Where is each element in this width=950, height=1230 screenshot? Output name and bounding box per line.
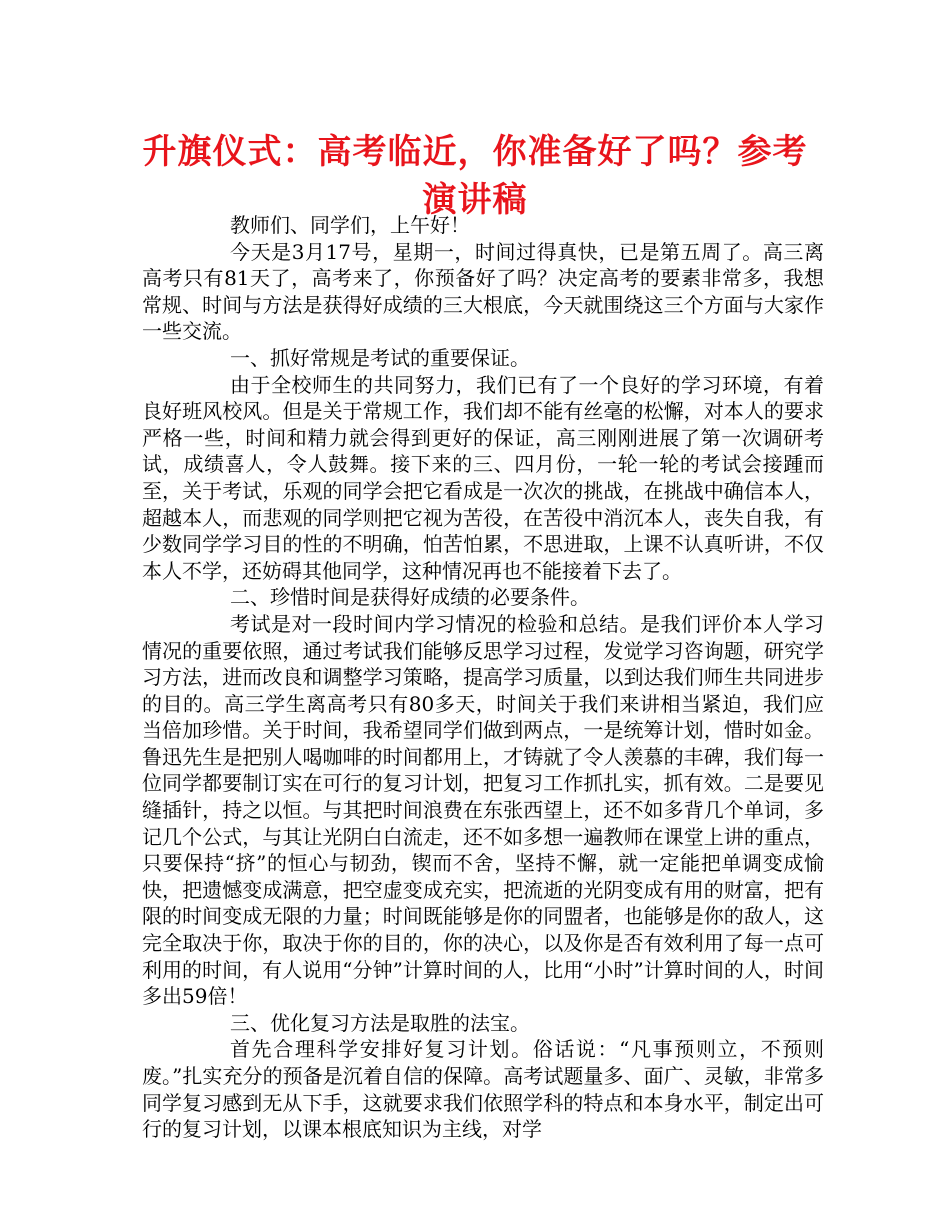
paragraph-greeting: 教师们、同学们，上午好！ bbox=[230, 213, 470, 237]
paragraph-section-1: 由于全校师生的共同努力，我们已有了一个良好的学习环境，有着良好班风校风。但是关于常规工作，我们却不能有丝毫的松懈，对本人的要求严格一些，时间和精力就会得到更好的保证，高三刚刚进展了第一次调研考试，成绩喜人，令人鼓舞。接下来的三、四月份，一轮一轮的考试会接踵而至，关于考试，乐观的同学会把它看成是一次次的挑战，在挑战中确信本人，超越本人，而悲观的同学则把它视为苦役，在苦役中消沉本人，丧失自我，有少数同学学习目的性的不明确，怕苦怕累，不思进取，上课不认真听讲，不仅本人不学，还妨碍其他同学，这种情况再也不能接着下去了。 bbox=[142, 372, 824, 583]
paragraph-section-2: 考试是对一段时间内学习情况的检验和总结。是我们评价本人学习情况的重要依照，通过考试我们能够反思学习过程，发觉学习咨询题，研究学习方法，进而改良和调整学习策略，提高学习质量，以到达我们师生共同进步的目的。高三学生离高考只有80多天，时间关于我们来讲相当紧迫，我们应当倍加珍惜。关于时间，我希望同学们做到两点，一是统筹计划，惜时如金。鲁迅先生是把别人喝咖啡的时间都用上，才铸就了令人羡慕的丰碑，我们每一位同学都要制订实在可行的复习计划，把复习工作抓扎实，抓有效。二是要见缝插针，持之以恒。与其把时间浪费在东张西望上，还不如多背几个单词，多记几个公式，与其让光阴白白流走，还不如多想一遍教师在课堂上讲的重点，只要保持“挤”的恒心与韧劲，锲而不舍，坚持不懈，就一定能把单调变成愉快，把遗憾变成满意，把空虚变成充实，把流逝的光阴变成有用的财富，把有限的时间变成无限的力量；时间既能够是你的同盟者，也能够是你的敌人，这完全取决于你，取决于你的目的，你的决心，以及你是否有效利用了每一点可利用的时间，有人说用“分钟”计算时间的人，比用“小时”计算时间的人，时间多出59倍！ bbox=[142, 611, 824, 1009]
section-heading-3: 三、优化复习方法是取胜的法宝。 bbox=[230, 1010, 530, 1035]
section-heading-2: 二、珍惜时间是获得好成绩的必要条件。 bbox=[230, 585, 590, 610]
section-heading-1: 一、抓好常规是考试的重要保证。 bbox=[230, 345, 530, 370]
document-body bbox=[142, 212, 824, 1143]
paragraph-section-3: 首先合理科学安排好复习计划。俗话说：“凡事预则立，不预则废。”扎实充分的预备是沉着自信的保障。高考试题量多、面广、灵敏，非常多同学复习感到无从下手，这就要求我们依照学科的特点和本身水平，制定出可行的复习计划，以课本根底知识为主线，对学 bbox=[142, 1037, 824, 1142]
document-title: 升旗仪式：高考临近，你准备好了吗？参考演讲稿 bbox=[142, 132, 808, 220]
paragraph-intro: 今天是3月17号，星期一，时间过得真快，已是第五周了。高三离高考只有81天了，高考来了，你预备好了吗？决定高考的要素非常多，我想常规、时间与方法是获得好成绩的三大根底，今天就围绕这三个方面与大家作一些交流。 bbox=[142, 239, 824, 344]
